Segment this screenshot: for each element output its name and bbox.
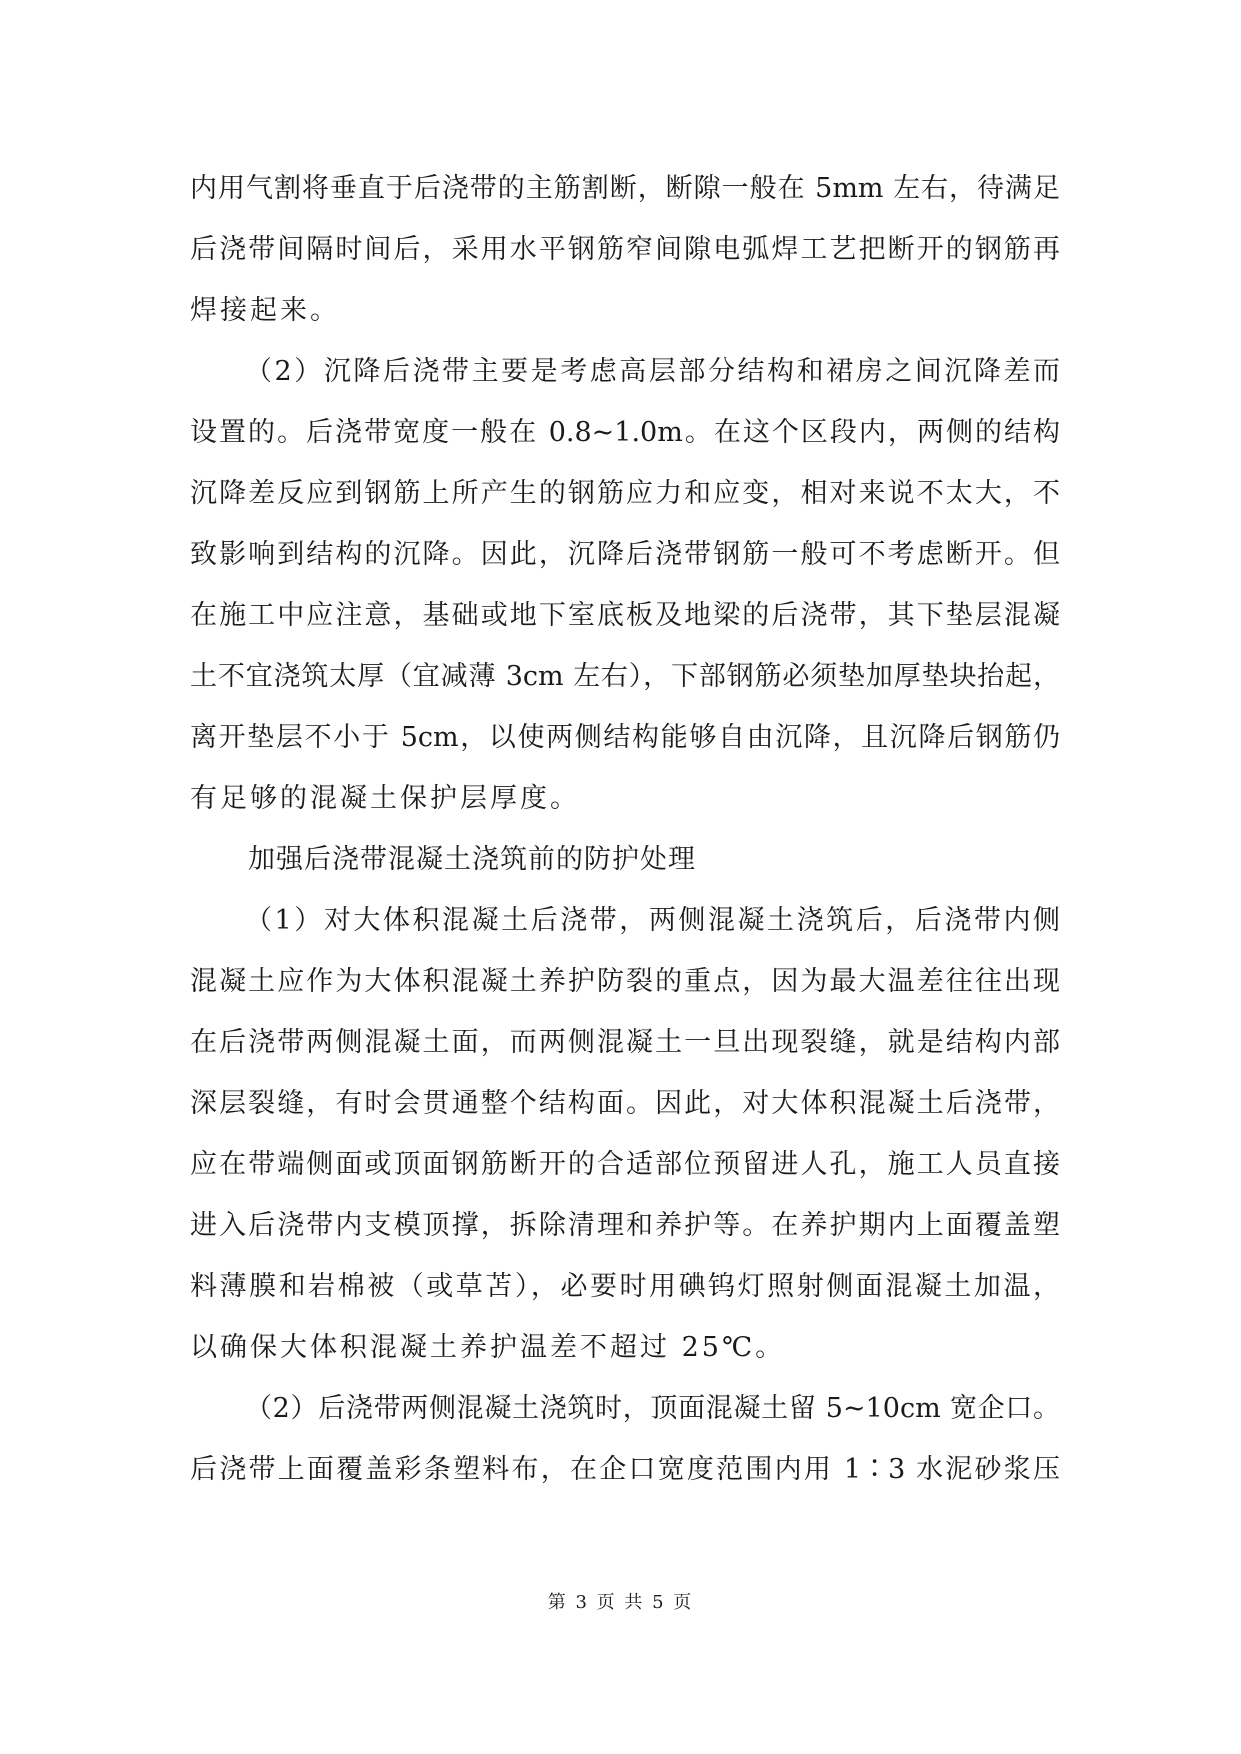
- text-line: 进入后浇带内支模顶撑，拆除清理和养护等。在养护期内上面覆盖塑: [190, 1210, 1060, 1241]
- text-line: 沉降差反应到钢筋上所产生的钢筋应力和应变，相对来说不太大，不: [190, 478, 1060, 509]
- text-line: （2）后浇带两侧混凝土浇筑时，顶面混凝土留 5~10cm 宽企口。: [245, 1393, 1060, 1424]
- text-line: 焊接起来。: [190, 295, 340, 326]
- section-heading: 加强后浇带混凝土浇筑前的防护处理: [248, 844, 696, 875]
- text-line: 内用气割将垂直于后浇带的主筋割断，断隙一般在 5mm 左右，待满足: [190, 173, 1060, 204]
- text-line: 设置的。后浇带宽度一般在 0.8~1.0m。在这个区段内，两侧的结构: [190, 417, 1060, 448]
- text-line: 料薄膜和岩棉被（或草苫），必要时用碘钨灯照射侧面混凝土加温，: [190, 1271, 1060, 1302]
- text-line: 离开垫层不小于 5cm，以使两侧结构能够自由沉降，且沉降后钢筋仍: [190, 722, 1060, 753]
- text-line: 在后浇带两侧混凝土面，而两侧混凝土一旦出现裂缝，就是结构内部: [190, 1027, 1060, 1058]
- text-line: 有足够的混凝土保护层厚度。: [190, 783, 580, 814]
- text-line: 混凝土应作为大体积混凝土养护防裂的重点，因为最大温差往往出现: [190, 966, 1060, 997]
- page-footer: 第 3 页 共 5 页: [547, 1592, 694, 1613]
- text-line: （1）对大体积混凝土后浇带，两侧混凝土浇筑后，后浇带内侧: [245, 905, 1060, 936]
- text-line: 应在带端侧面或顶面钢筋断开的合适部位预留进人孔，施工人员直接: [190, 1149, 1060, 1180]
- text-line: 后浇带上面覆盖彩条塑料布，在企口宽度范围内用 1∶3 水泥砂浆压: [190, 1454, 1060, 1485]
- text-line: （2）沉降后浇带主要是考虑高层部分结构和裙房之间沉降差而: [245, 356, 1060, 387]
- text-line: 深层裂缝，有时会贯通整个结构面。因此，对大体积混凝土后浇带，: [190, 1088, 1060, 1119]
- body-text: [190, 158, 1060, 1500]
- text-line: 致影响到结构的沉降。因此，沉降后浇带钢筋一般可不考虑断开。但: [190, 539, 1060, 570]
- text-line: 土不宜浇筑太厚（宜减薄 3cm 左右），下部钢筋必须垫加厚垫块抬起，: [190, 661, 1060, 692]
- text-line: 以确保大体积混凝土养护温差不超过 25℃。: [190, 1332, 786, 1363]
- text-line: 在施工中应注意，基础或地下室底板及地梁的后浇带，其下垫层混凝: [190, 600, 1060, 631]
- text-line: 后浇带间隔时间后，采用水平钢筋窄间隙电弧焊工艺把断开的钢筋再: [190, 234, 1060, 265]
